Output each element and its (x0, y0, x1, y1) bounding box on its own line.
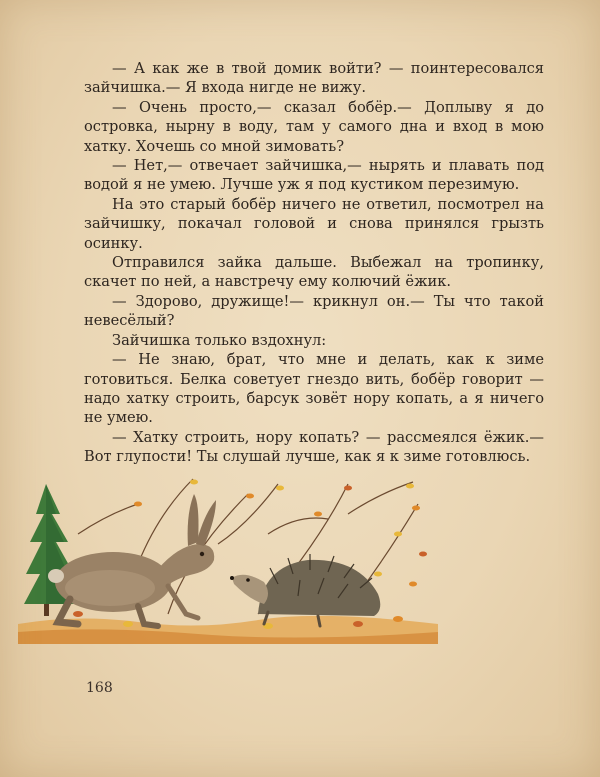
paragraph: — Очень просто,— сказал бобёр.— Доплыву я до островка, нырну в воду, там у самого дна и вход в мою хатку. Хочешь со мной зимовать? (84, 98, 544, 155)
hare-and-hedgehog-illustration (18, 474, 438, 644)
paragraph: — Хатку строить, нору копать? — рассмеялся ёжик.— Вот глупости! Ты слушай лучше, как я к зиме готовлюсь. (84, 428, 544, 466)
hedgehog (230, 554, 380, 626)
paragraph: — Нет,— отвечает зайчишка,— нырять и плавать под водой я не умею. Лучше уж я под кустиком перезимую. (84, 157, 544, 194)
page-number: 168 (86, 680, 113, 696)
paragraph: Зайчишка только вздохнул: (112, 331, 327, 349)
paragraph: На это старый бобёр ничего не ответил, посмотрел на зайчишку, покачал головой и снова принялся грызть осинку. (84, 195, 544, 252)
story-text (84, 59, 544, 467)
paragraph: — Не знаю, брат, что мне и делать, как к зиме готовиться. Белка советует гнездо вить, бобёр говорит — надо хатку строить, барсук зовёт нору копать, а я ничего не умею. (84, 351, 544, 427)
paragraph: — А как же в твой домик войти? — поинтересовался зайчишка.— Я входа нигде не вижу. (84, 60, 544, 97)
paragraph: Отправился зайка дальше. Выбежал на тропинку, скачет по ней, а навстречу ему колючий ёжик. (84, 254, 544, 291)
paragraph: — Здорово, дружище!— крикнул он.— Ты что такой невесёлый? (84, 292, 544, 330)
hare (48, 494, 216, 626)
